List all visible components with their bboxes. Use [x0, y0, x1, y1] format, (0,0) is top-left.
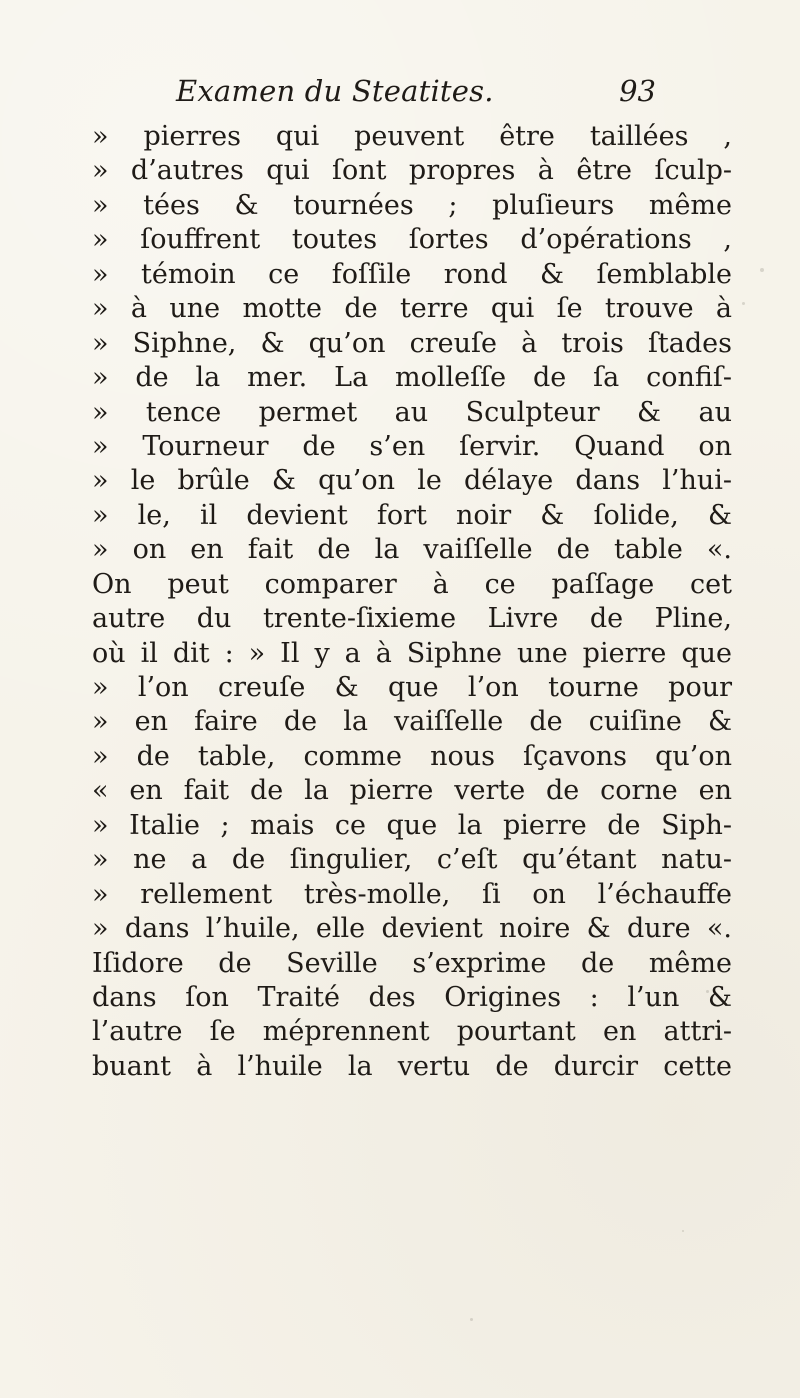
- text-line: » le brûle & qu’on le délaye dans l’hui-: [92, 465, 732, 497]
- text-line: On peut comparer à ce paſſage cet: [92, 568, 732, 600]
- page-number: 93: [619, 74, 656, 108]
- running-title: Examen du Steatites.: [176, 74, 494, 108]
- text-line: » ne a de ſingulier, c’eſt qu’étant natu-: [92, 844, 732, 876]
- text-line: » Siphne, & qu’on creuſe à trois ſtades: [92, 327, 732, 359]
- text-line: l’autre ſe méprennent pourtant en attri-: [92, 1016, 732, 1048]
- text-line: » dans l’huile, elle devient noire & dure «.: [92, 913, 732, 945]
- text-line: où il dit : » Il y a à Siphne une pierre que: [92, 637, 732, 669]
- paper-speck: [742, 302, 745, 305]
- text-line: » de table, comme nous ſçavons qu’on: [92, 740, 732, 772]
- paper-speck: [760, 268, 764, 272]
- text-line: » pierres qui peuvent être taillées ,: [92, 121, 732, 152]
- text-line: autre du trente-ſixieme Livre de Pline,: [92, 603, 732, 635]
- text-line: dans ſon Traité des Origines : l’un &: [92, 981, 732, 1013]
- text-line: » d’autres qui ſont propres à être ſculp-: [92, 155, 732, 187]
- paper-speck: [706, 990, 709, 993]
- page-header: [176, 74, 656, 114]
- text-line: » rellement très-molle, ſi on l’échauffe: [92, 878, 732, 910]
- text-line: buant à l’huile la vertu de durcir cette: [92, 1050, 732, 1082]
- text-line: » en faire de la vaiſſelle de cuiſine &: [92, 706, 732, 738]
- text-line: » ſouffrent toutes ſortes d’opérations ,: [92, 224, 732, 256]
- text-line: Iſidore de Seville s’exprime de même: [92, 947, 732, 979]
- text-line: » l’on creuſe & que l’on tourne pour: [92, 672, 732, 703]
- text-line: « en fait de la pierre verte de corne en: [92, 775, 732, 807]
- paper-speck: [682, 1230, 684, 1232]
- text-line: » de la mer. La molleſſe de ſa confiſ-: [92, 362, 732, 394]
- text-line: » témoin ce foſſile rond & ſemblable: [92, 258, 732, 290]
- text-line: » on en fait de la vaiſſelle de table «.: [92, 534, 732, 566]
- text-line: » tées & tournées ; pluſieurs même: [92, 189, 732, 221]
- text-line: » à une motte de terre qui ſe trouve à: [92, 293, 732, 325]
- text-line: » Tourneur de s’en ſervir. Quand on: [92, 430, 732, 462]
- text-line: » le, il devient fort noir & ſolide, &: [92, 499, 732, 531]
- body-text: [92, 120, 732, 1084]
- text-line: » tence permet au Sculpteur & au: [92, 396, 732, 428]
- paper-speck: [470, 1318, 473, 1321]
- text-line: » Italie ; mais ce que la pierre de Siph-: [92, 809, 732, 841]
